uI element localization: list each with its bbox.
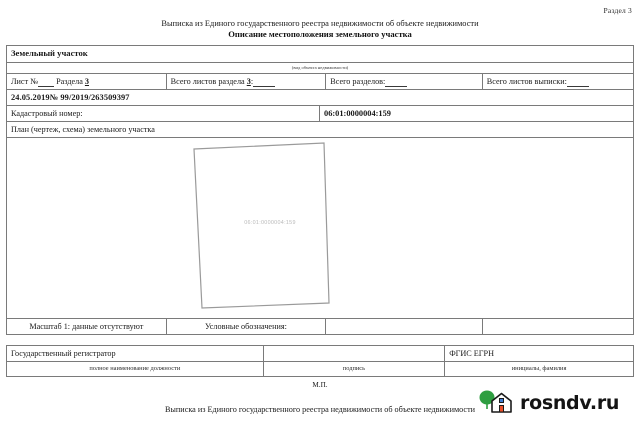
scale-legend-row — [7, 319, 633, 334]
cadastral-number-value: 06:01:0000004:159 — [324, 109, 391, 118]
position-caption: полное наименование должности — [7, 362, 264, 376]
total-sheets-label: Всего листов раздела — [170, 77, 245, 86]
watermark-text: rosndv.ru — [520, 391, 620, 414]
total-sheets-blank[interactable] — [250, 77, 275, 87]
signature-captions-row — [7, 362, 633, 376]
initials-caption: инициалы, фамилия — [511, 365, 567, 372]
house-window-icon — [500, 399, 504, 403]
object-type-caption: (вид объекта недвижимости) — [291, 65, 349, 70]
total-sections-blank[interactable] — [385, 78, 407, 87]
watermark — [476, 388, 619, 418]
document-number-value: 24.05.2019№ 99/2019/263509397 — [11, 93, 130, 102]
object-type-value: Земельный участок — [11, 48, 88, 58]
section-of-label: Раздела — [56, 77, 83, 86]
plan-heading-row — [7, 122, 633, 138]
plan-canvas-row — [7, 138, 633, 319]
plan-canvas-cell — [7, 138, 633, 318]
main-table — [6, 45, 634, 335]
legend-cell-2 — [483, 319, 633, 334]
total-extract-sheets-blank[interactable] — [567, 78, 589, 87]
sheet-no-label: Лист № — [11, 77, 39, 86]
signature-table — [6, 345, 634, 377]
total-sections-cell — [326, 74, 483, 89]
plan-heading: План (чертеж, схема) земельного участка — [11, 125, 155, 134]
cadastral-number-row — [7, 106, 633, 122]
registrar-label: Государственный регистратор — [7, 346, 264, 361]
section-label: Раздел 3 — [603, 6, 632, 15]
section-number: 3 — [84, 77, 89, 86]
object-type-caption-row — [7, 63, 633, 74]
signature-labels-row — [7, 346, 633, 362]
system-label: ФГИС ЕГРН — [449, 349, 495, 358]
tree-house-icon — [476, 388, 516, 418]
total-extract-sheets-cell — [483, 74, 633, 89]
total-sheets-number: 3 — [246, 77, 251, 86]
legend-cell-1 — [326, 319, 483, 334]
document-title: Выписка из Единого государственного реестра недвижимости об объекте недвижимости — [161, 19, 479, 28]
legend-label: Условные обозначения: — [167, 319, 327, 334]
scale-label: Масштаб 1: данные отсутствуют — [7, 319, 167, 334]
plan-drawing[interactable] — [7, 138, 633, 318]
colon: : — [250, 77, 254, 86]
total-extract-sheets-label: Всего листов выписки: — [486, 77, 567, 86]
signature-blank-cell[interactable] — [264, 346, 446, 361]
sheet-no-blank[interactable] — [38, 78, 54, 87]
sheet-number-cell — [7, 74, 167, 89]
document-number-row — [7, 90, 633, 106]
footer-title: Выписка из Единого государственного реестра недвижимости об объекте недвижимости — [164, 405, 476, 414]
stamp-label: М.П. — [312, 381, 328, 389]
document-subtitle: Описание местоположения земельного участка — [228, 29, 412, 39]
total-sections-label: Всего разделов: — [330, 77, 386, 86]
cadastral-number-label: Кадастровый номер: — [7, 106, 320, 121]
object-type-row — [7, 46, 633, 63]
total-sheets-cell — [167, 74, 327, 89]
house-door-icon — [500, 406, 504, 413]
sheet-numbering-row — [7, 74, 633, 90]
signature-caption: подпись — [264, 362, 446, 376]
parcel-cadastral-label: 06:01:0000004:159 — [244, 220, 296, 226]
